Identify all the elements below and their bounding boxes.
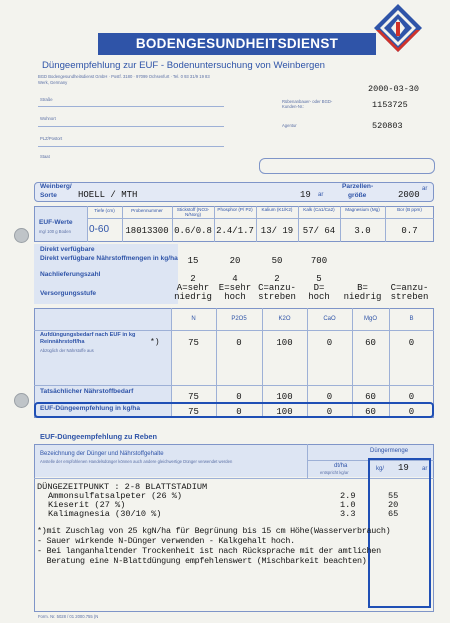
fertilizer-kg: 55 — [388, 491, 399, 501]
subsequent-k: 2 — [274, 274, 280, 284]
recommend-k: 100 — [276, 407, 293, 417]
address-line — [38, 146, 224, 147]
col-header-potassium: Kalium (K1/K2) — [261, 207, 293, 212]
address-label-city: Wohnort — [40, 116, 56, 121]
dose-label: Düngermenge — [370, 448, 409, 454]
depth-value: 0-60 — [89, 224, 110, 235]
customer-number-label: Rübenanbauer- oder BGD-Kunden-Nr.: — [282, 99, 333, 109]
col-header-phosphor: Phosphor (P/ P2) — [217, 207, 253, 212]
requirement-k: 100 — [276, 338, 293, 348]
address-label-zip: PLZ/Postort — [40, 136, 63, 141]
col-header-magnesium: Magnesium (Mg) — [345, 207, 380, 212]
customer-number: 1153725 — [372, 100, 408, 110]
address-line — [38, 106, 224, 107]
area-value: 19 — [300, 190, 311, 200]
supply-n: 15 — [187, 256, 199, 266]
sample-number: 18013300 — [125, 226, 169, 236]
requirement-ca: 0 — [326, 338, 333, 348]
requirement-b: 0 — [408, 338, 415, 348]
note-line: - Bei langanhaltender Trockenheit ist nach Rücksprache mit der amtlichen — [37, 546, 381, 556]
recommend-ca: 0 — [326, 407, 333, 417]
needs-header-n: N — [191, 316, 196, 322]
vines-area-unit: ar — [422, 466, 428, 472]
needs-header-ca: CaO — [323, 316, 336, 322]
issue-date: 2000-03-30 — [368, 84, 420, 94]
col-header-depth: Tiefe (cm) — [94, 208, 115, 213]
sort-label: Sorte — [40, 192, 57, 199]
year-unit: ar — [422, 186, 428, 192]
fertilizer-dtha: 1.0 — [340, 500, 356, 510]
fertilizer-kg: 65 — [388, 509, 399, 519]
form-number: Form. Nr. 5028 / 01 2000.755 (N — [38, 614, 99, 619]
parcel-size-label: größe — [348, 192, 367, 199]
supply-p: 20 — [229, 256, 241, 266]
level-ca-a: D= — [313, 283, 325, 293]
fertilizing-timepoint: DÜNGEZEITPUNKT : 2-8 BLATTSTADIUM — [37, 482, 208, 492]
vineyard-label: Weinberg/ — [40, 183, 72, 190]
actual-mg: 60 — [365, 392, 376, 402]
note-line: - Sauer wirkende N-Dünger verwenden - Kalkgehalt hoch. — [37, 536, 295, 546]
vines-col-label: Bezeichnung der Dünger und Nährstoffgehalte — [40, 451, 164, 457]
vineyard-value: HOELL / MTH — [78, 190, 138, 200]
recommend-p: 0 — [236, 407, 242, 417]
agent-number: 520803 — [372, 121, 403, 131]
vines-area-value: 19 — [398, 463, 409, 473]
note-line: Beratung eine N-Blattdüngung empfehlenswert (Mischbarkeit beachten) — [37, 556, 367, 566]
address-label-state: Staat — [40, 154, 50, 159]
needs-header-p: P2O5 — [231, 316, 247, 322]
col-header-sample: Probennummer — [131, 208, 163, 213]
subsequent-label: Nachlieferungszahl — [40, 271, 101, 278]
dtha-label: dt/ha — [334, 463, 348, 469]
requirement-label: Aufdüngungsbedarf nach EUF in kg Reinnährstoff/ha — [40, 332, 136, 345]
col-header-nitrogen: Stickstoff (NO3-N/Norg) — [176, 207, 210, 217]
subsequent-ca: 5 — [316, 274, 322, 284]
euf-row-sub: mg/ 100 g Boden — [39, 229, 71, 234]
level-ca-b: hoch — [308, 292, 330, 302]
euf-boron: 0.7 — [401, 226, 418, 236]
punch-hole-bottom — [14, 393, 29, 408]
euf-nitrogen: 0.6/0.8 — [174, 226, 212, 236]
requirement-n: 75 — [188, 338, 199, 348]
fertilizer-dtha: 2.9 — [340, 491, 356, 501]
euf-potassium: 13/ 19 — [260, 226, 294, 236]
actual-label: Tatsächlicher Nährstoffbedarf — [40, 388, 134, 395]
parcel-label: Parzellen- — [342, 183, 374, 190]
subsequent-p: 4 — [232, 274, 238, 284]
org-address: BGD Bodengesundheitsdienst GmbH · Postf. 3180 · 97099 Ochsenfurt · Tel. 0 93 31/9 19 83 — [38, 74, 210, 79]
recommend-b: 0 — [408, 407, 415, 417]
euf-row-label: EUF-Werte — [39, 219, 73, 226]
address-label-street: Straße — [40, 97, 53, 102]
recommend-n: 75 — [188, 407, 199, 417]
org-sub: Werk, Germany — [38, 80, 68, 85]
col-header-boron: Bor (B ppm) — [397, 207, 422, 212]
recommend-mg: 60 — [365, 407, 376, 417]
kg-label: kg/ — [376, 466, 385, 472]
requirement-sub: Abzüglich der Nährstoffe aus — [40, 348, 94, 353]
address-line — [38, 126, 224, 127]
level-b-a: C=anzu- — [390, 283, 429, 293]
euf-lime: 57/ 64 — [302, 226, 336, 236]
euf-phosphor: 2.4/1.7 — [216, 226, 254, 236]
level-label: Versorgungsstufe — [40, 290, 97, 297]
fertilizer-kg: 20 — [388, 500, 399, 510]
punch-hole-top — [14, 228, 29, 243]
actual-n: 75 — [188, 392, 199, 402]
document-title: Düngeempfehlung zur EUF - Bodenuntersuchung von Weinbergen — [42, 60, 326, 71]
vines-col-sub: Anstelle der empfohlenen Handelsdünger können auch andere gleichwertige Dünger verwendet werden — [40, 459, 233, 464]
level-b-b: streben — [390, 292, 429, 302]
fertilizer-name: Kieserit (27 %) — [48, 500, 126, 510]
level-k-a: C=anzu- — [258, 283, 296, 293]
level-p-b: hoch — [224, 292, 246, 302]
actual-p: 0 — [236, 392, 242, 402]
remark-box — [259, 158, 435, 174]
col-header-lime: Kalk (Ca1/Ca2) — [303, 207, 335, 212]
vines-title: EUF-Düngeempfehlung zu Reben — [40, 432, 158, 441]
actual-b: 0 — [408, 392, 415, 402]
level-n-b: niedrig — [174, 292, 212, 302]
level-n-a: A=sehr — [176, 283, 210, 293]
actual-k: 100 — [276, 392, 293, 402]
recommend-label: EUF-Düngeempfehlung in kg/ha — [40, 405, 141, 412]
needs-header-k: K2O — [278, 316, 291, 322]
needs-header-mg: MgO — [363, 316, 377, 322]
supply-ca: 700 — [310, 256, 328, 266]
level-p-a: E=sehr — [218, 283, 252, 293]
year-value: 2000 — [398, 190, 420, 200]
needs-header-b: B — [409, 316, 414, 322]
area-unit: ar — [318, 192, 324, 198]
fertilizer-name: Kalimagnesia (30/10 %) — [48, 509, 162, 519]
subsequent-n: 2 — [190, 274, 196, 284]
level-mg-b: niedrig — [343, 292, 382, 302]
actual-ca: 0 — [326, 392, 333, 402]
requirement-mark: *) — [150, 338, 160, 347]
fertilizer-name: Ammonsulfatsalpeter (26 %) — [48, 491, 183, 501]
euf-magnesium: 3.0 — [354, 226, 371, 236]
supply-title-1: Direkt verfügbare — [40, 246, 95, 253]
dtha-sub: entspricht kg/ar — [320, 470, 349, 475]
agent-label: Agentur — [282, 123, 297, 128]
requirement-mg: 60 — [365, 338, 376, 348]
supply-title: Direkt verfügbare Nährstoffmengen in kg/ha — [40, 255, 178, 262]
requirement-p: 0 — [236, 338, 242, 348]
banner-title: BODENGESUNDHEITSDIENST — [98, 33, 376, 55]
level-k-b: streben — [258, 292, 296, 302]
supply-k: 50 — [271, 256, 283, 266]
needs-label-area — [35, 309, 171, 417]
note-line: *)mit Zuschlag von 25 kgN/ha für Begrünung bis 15 cm Höhe(Wasserverbrauch) — [37, 526, 391, 536]
fertilizer-dtha: 3.3 — [340, 509, 356, 519]
level-mg-a: B= — [357, 283, 368, 293]
